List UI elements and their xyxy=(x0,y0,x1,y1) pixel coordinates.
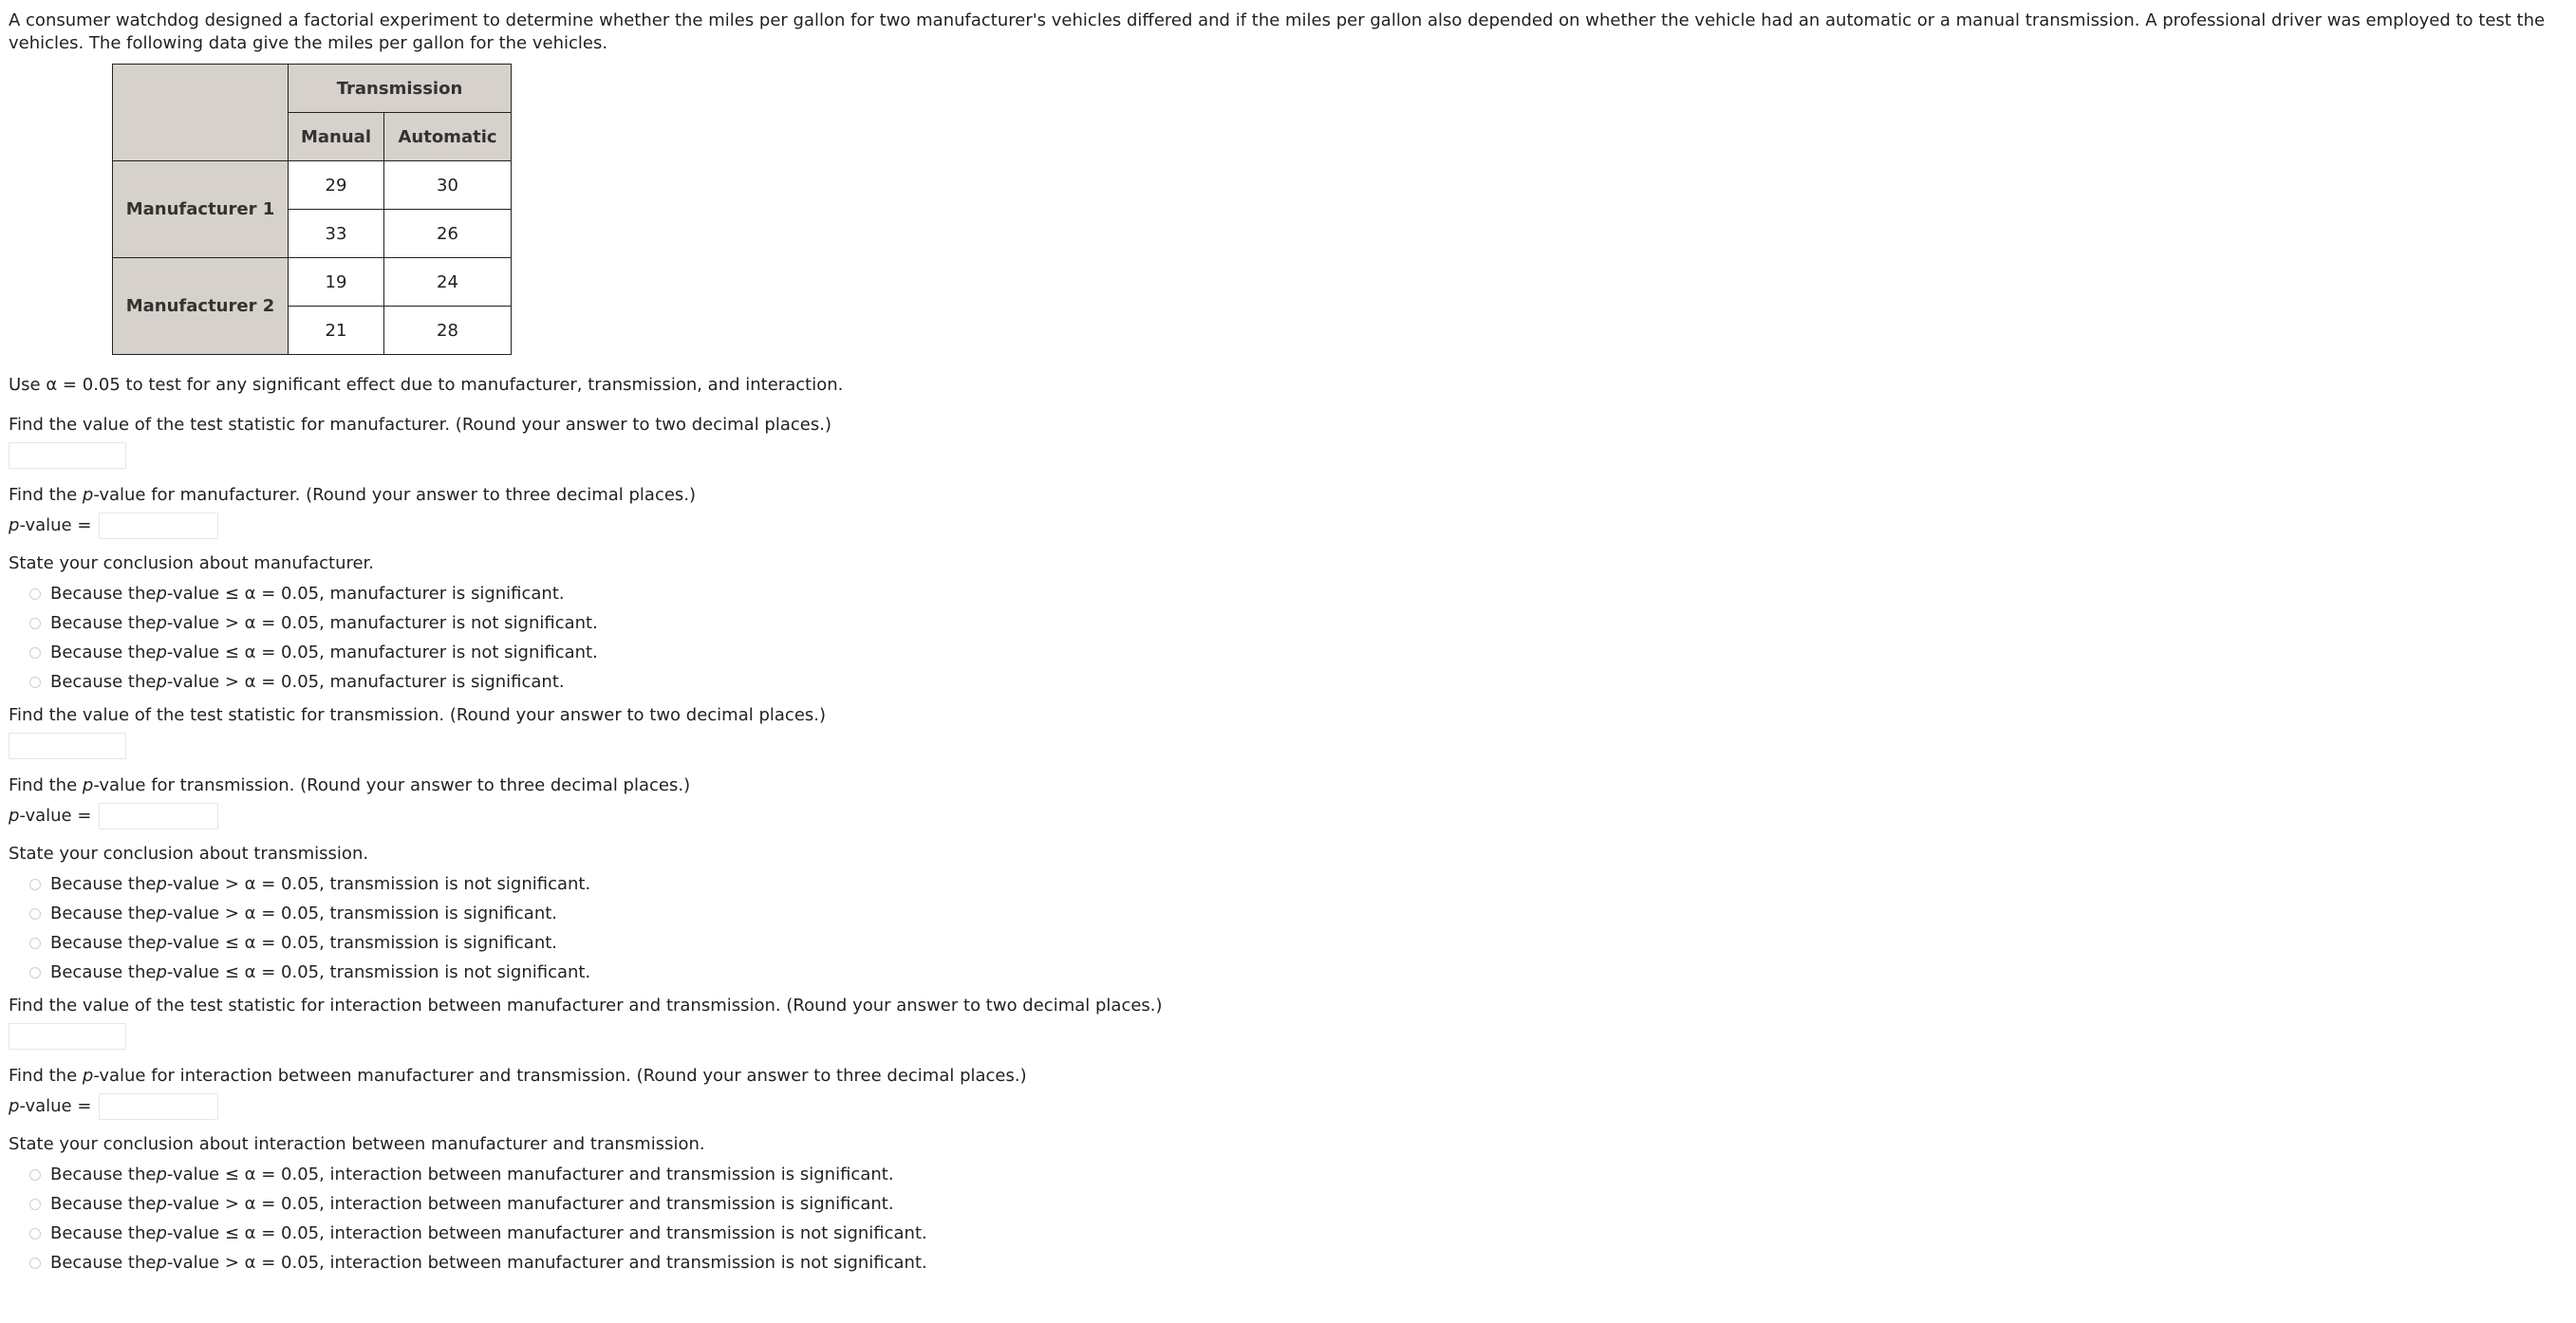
option-text: Because the xyxy=(50,1165,157,1184)
radio-option[interactable] xyxy=(9,579,2567,608)
option-text: Because the xyxy=(50,904,157,923)
option-text: -value ≤ α = 0.05, manufacturer is significant. xyxy=(166,584,565,604)
label-text: -value = xyxy=(19,1096,92,1116)
interaction-conclusion-question: State your conclusion about interaction between manufacturer and transmission. xyxy=(9,1134,705,1154)
transmission-header: Transmission xyxy=(289,65,512,113)
label-text: -value = xyxy=(19,515,92,535)
label-italic-p: p xyxy=(9,515,20,535)
pvalue-label xyxy=(9,1095,91,1118)
question-text: Find the xyxy=(9,485,83,505)
radio-option[interactable] xyxy=(9,1219,2567,1248)
option-text: Because the xyxy=(50,874,157,894)
option-italic-p: p xyxy=(156,933,167,953)
interaction-section xyxy=(9,995,2567,1277)
manufacturer-2-row-header: Manufacturer 2 xyxy=(113,258,289,355)
radio-button[interactable] xyxy=(29,1228,41,1239)
transmission-stat-input[interactable] xyxy=(9,733,126,759)
automatic-column-header: Automatic xyxy=(384,113,512,161)
radio-button[interactable] xyxy=(29,647,41,659)
manual-column-header: Manual xyxy=(289,113,384,161)
label-text: -value = xyxy=(19,806,92,826)
radio-option[interactable] xyxy=(9,667,2567,697)
option-text: Because the xyxy=(50,613,157,633)
radio-option[interactable] xyxy=(9,928,2567,958)
option-text: -value ≤ α = 0.05, transmission is not significant. xyxy=(166,962,591,982)
option-text: Because the xyxy=(50,643,157,662)
alpha-instruction: Use α = 0.05 to test for any significant effect due to manufacturer, transmission, and interaction. xyxy=(9,375,844,395)
option-text: -value > α = 0.05, interaction between manufacturer and transmission is significant. xyxy=(166,1194,894,1214)
radio-button[interactable] xyxy=(29,938,41,949)
option-italic-p: p xyxy=(156,613,167,633)
option-text: -value > α = 0.05, manufacturer is significant. xyxy=(166,672,565,692)
option-italic-p: p xyxy=(156,1223,167,1243)
manufacturer-conclusion-question: State your conclusion about manufacturer. xyxy=(9,553,375,573)
option-italic-p: p xyxy=(156,1253,167,1273)
radio-button[interactable] xyxy=(29,1199,41,1210)
manufacturer-options xyxy=(9,579,2567,697)
question-italic-p: p xyxy=(82,775,94,795)
option-text: Because the xyxy=(50,584,157,604)
question-text: -value for transmission. (Round your answer to three decimal places.) xyxy=(93,775,691,795)
interaction-pvalue-row xyxy=(9,1093,2567,1120)
transmission-pvalue-row xyxy=(9,803,2567,829)
radio-button[interactable] xyxy=(29,879,41,890)
pvalue-label xyxy=(9,805,91,828)
manufacturer-pvalue-input[interactable] xyxy=(99,512,218,539)
manufacturer-stat-question: Find the value of the test statistic for manufacturer. (Round your answer to two decimal places.) xyxy=(9,415,831,435)
option-italic-p: p xyxy=(156,672,167,692)
option-italic-p: p xyxy=(156,1194,167,1214)
table-cell: 30 xyxy=(384,161,512,210)
manufacturer-pvalue-row xyxy=(9,512,2567,539)
table-cell: 29 xyxy=(289,161,384,210)
transmission-options xyxy=(9,869,2567,987)
radio-button[interactable] xyxy=(29,677,41,688)
question-text: Find the xyxy=(9,775,83,795)
table-cell: 28 xyxy=(384,307,512,355)
table-cell: 19 xyxy=(289,258,384,307)
option-text: -value ≤ α = 0.05, manufacturer is not significant. xyxy=(166,643,598,662)
radio-option[interactable] xyxy=(9,1189,2567,1219)
option-text: Because the xyxy=(50,1223,157,1243)
option-text: -value ≤ α = 0.05, transmission is significant. xyxy=(166,933,558,953)
manufacturer-pvalue-question xyxy=(9,484,2567,507)
radio-option[interactable] xyxy=(9,958,2567,987)
question-page xyxy=(9,9,2567,1277)
option-italic-p: p xyxy=(156,643,167,662)
radio-option[interactable] xyxy=(9,899,2567,928)
transmission-stat-question: Find the value of the test statistic for transmission. (Round your answer to two decimal places.) xyxy=(9,705,827,725)
mpg-data-table xyxy=(112,64,512,355)
option-italic-p: p xyxy=(156,962,167,982)
table-cell: 33 xyxy=(289,210,384,258)
option-text: -value ≤ α = 0.05, interaction between manufacturer and transmission is not significant. xyxy=(166,1223,927,1243)
radio-button[interactable] xyxy=(29,908,41,920)
problem-intro: A consumer watchdog designed a factorial experiment to determine whether the miles per gallon for two manufacturer's vehicles differed and if the miles per gallon also depended on whether the vehicle had an automatic or a manual transmission. A professional driver was employed to test the vehicles. The following data give the miles per gallon for the vehicles. xyxy=(9,10,2546,53)
radio-option[interactable] xyxy=(9,1160,2567,1189)
transmission-section xyxy=(9,704,2567,987)
radio-option[interactable] xyxy=(9,1248,2567,1277)
question-text: Find the xyxy=(9,1066,83,1086)
interaction-pvalue-input[interactable] xyxy=(99,1093,218,1120)
radio-button[interactable] xyxy=(29,1258,41,1269)
option-italic-p: p xyxy=(156,904,167,923)
radio-option[interactable] xyxy=(9,869,2567,899)
transmission-pvalue-input[interactable] xyxy=(99,803,218,829)
option-text: Because the xyxy=(50,672,157,692)
radio-button[interactable] xyxy=(29,967,41,978)
table-cell: 26 xyxy=(384,210,512,258)
manufacturer-section xyxy=(9,414,2567,697)
option-text: -value > α = 0.05, manufacturer is not significant. xyxy=(166,613,598,633)
label-italic-p: p xyxy=(9,806,20,826)
radio-option[interactable] xyxy=(9,638,2567,667)
manufacturer-stat-input[interactable] xyxy=(9,442,126,469)
option-text: Because the xyxy=(50,933,157,953)
label-italic-p: p xyxy=(9,1096,20,1116)
table-corner xyxy=(113,65,289,161)
interaction-options xyxy=(9,1160,2567,1277)
table-cell: 24 xyxy=(384,258,512,307)
option-italic-p: p xyxy=(156,584,167,604)
option-text: -value > α = 0.05, interaction between manufacturer and transmission is not significant. xyxy=(166,1253,927,1273)
question-italic-p: p xyxy=(82,485,94,505)
interaction-stat-input[interactable] xyxy=(9,1023,126,1050)
option-text: Because the xyxy=(50,962,157,982)
question-text: -value for manufacturer. (Round your answer to three decimal places.) xyxy=(93,485,697,505)
transmission-pvalue-question xyxy=(9,774,2567,797)
radio-button[interactable] xyxy=(29,618,41,629)
table-cell: 21 xyxy=(289,307,384,355)
option-italic-p: p xyxy=(156,874,167,894)
interaction-stat-question: Find the value of the test statistic for interaction between manufacturer and transmission. (Round your answer to two decimal places.) xyxy=(9,996,1163,1016)
radio-option[interactable] xyxy=(9,608,2567,638)
radio-button[interactable] xyxy=(29,588,41,600)
question-italic-p: p xyxy=(82,1066,94,1086)
radio-button[interactable] xyxy=(29,1169,41,1181)
option-text: -value > α = 0.05, transmission is not significant. xyxy=(166,874,591,894)
interaction-pvalue-question xyxy=(9,1065,2567,1088)
transmission-conclusion-question: State your conclusion about transmission. xyxy=(9,844,369,864)
option-text: -value ≤ α = 0.05, interaction between manufacturer and transmission is significant. xyxy=(166,1165,894,1184)
question-text: -value for interaction between manufacturer and transmission. (Round your answer to three decimal places.) xyxy=(93,1066,1027,1086)
manufacturer-1-row-header: Manufacturer 1 xyxy=(113,161,289,258)
option-italic-p: p xyxy=(156,1165,167,1184)
option-text: -value > α = 0.05, transmission is significant. xyxy=(166,904,558,923)
pvalue-label xyxy=(9,514,91,537)
option-text: Because the xyxy=(50,1194,157,1214)
option-text: Because the xyxy=(50,1253,157,1273)
